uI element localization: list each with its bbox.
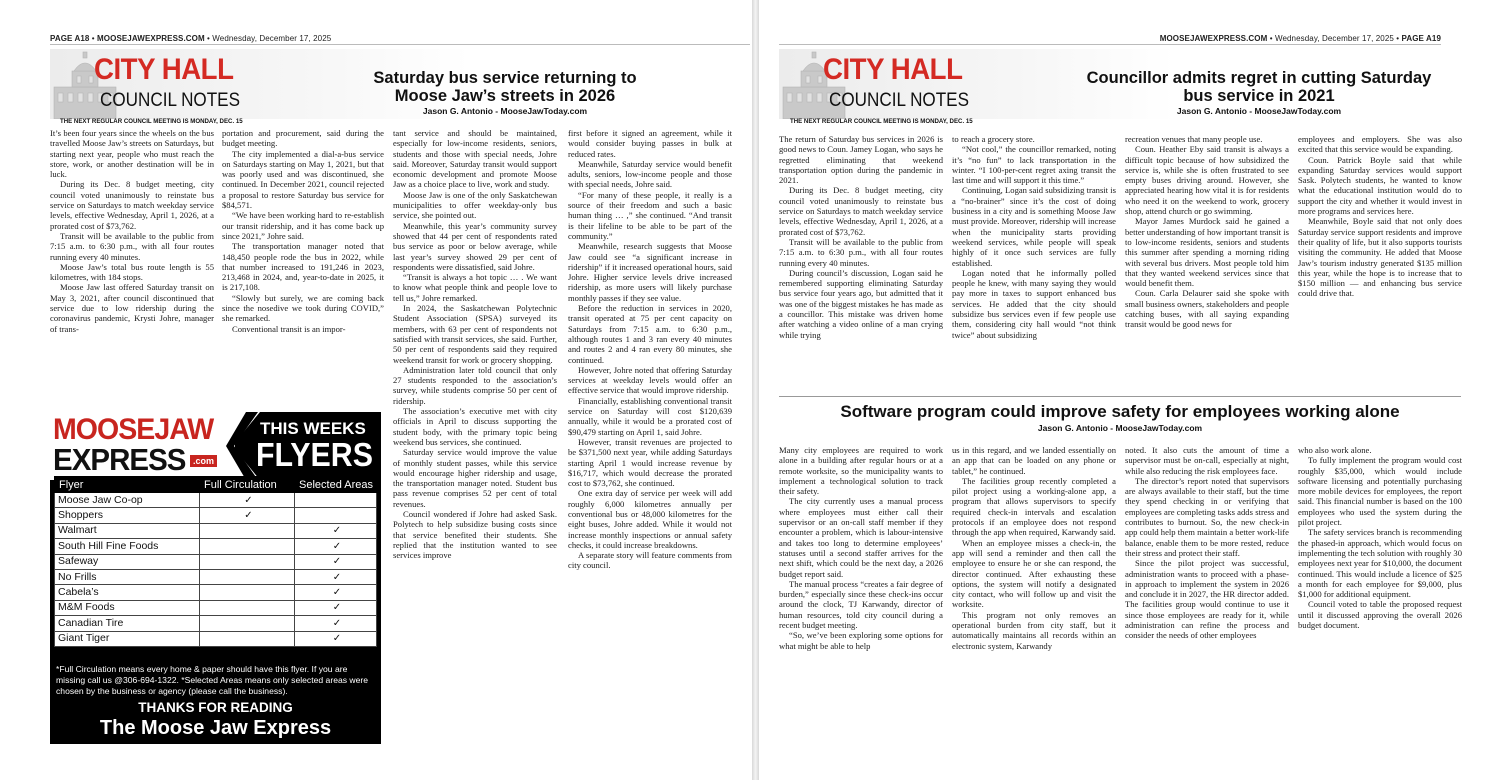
paragraph: Since the pilot project was successful, administration wants to proceed with a phase-in approach to implement the system in 2026 and conclude it in 2027, the HR director added. The facilities group would continue to use it since those employees are ready for it, while administration can refine the process and consider the needs of other employees <box>1125 558 1289 641</box>
paragraph: Moose Jaw last offered Saturday transit on May 3, 2021, after council discontinued that service due to low ridership during the coronavirus pandemic, Krysti Johre, manager of trans- <box>50 282 214 334</box>
folio-date: Wednesday, December 17, 2025 <box>212 34 332 43</box>
byline: Jason G. Antonio - MooseJawToday.com <box>422 106 588 116</box>
paragraph: “Not cool,” the councillor remarked, noting it’s “no fun” to lack transportation in the winter. “I 100-per-cent regret axing transit the last time and will support it this time.” <box>952 144 1116 186</box>
right-page <box>759 0 1511 780</box>
paragraph: Council wondered if Johre had asked Sask. Polytech to help subsidize busing costs since that service benefited their students. She replied that the institution wanted to see services improve <box>393 508 557 561</box>
full-circulation-check <box>200 523 295 538</box>
flyer-name: Giant Tiger <box>55 631 200 646</box>
logo-moosejaw: MOOSEJAW <box>53 413 214 446</box>
flyer-name: Shoppers <box>55 508 200 523</box>
paragraph: Moose Jaw’s total bus route length is 55 kilometres, with 184 stops. <box>50 261 214 283</box>
headline-software-safety: Software program could improve safety for employees working alone <box>840 402 1400 421</box>
flyer-name: Walmart <box>55 523 200 538</box>
selected-areas-check: ✓ <box>295 585 377 600</box>
headline-councillor-regret <box>1039 69 1479 105</box>
flyer-table-header <box>55 477 377 493</box>
paragraph: Moose Jaw is one of the only Saskatchewan municipalities to offer weekday-only bus service, she pointed out. <box>393 189 557 221</box>
folio-site[interactable]: MOOSEJAWEXPRESS.COM <box>1159 34 1268 43</box>
full-circulation-check: ✓ <box>200 493 295 508</box>
paragraph: Meanwhile, Saturday service would benefit adults, seniors, low-income people and those with special needs, Johre said. <box>568 158 732 190</box>
folio-site[interactable]: MOOSEJAWEXPRESS.COM <box>97 34 205 43</box>
council-notes-subtitle: COUNCIL NOTES <box>829 90 969 111</box>
headline-line: Moose Jaw’s streets in 2026 <box>394 87 616 105</box>
paragraph: Saturday service would improve the value of monthly student passes, while this service would encourage higher ridership and usage, the transportation manager noted. Student bus pass revenue comprises 52 per cent of total revenues. <box>393 447 557 509</box>
article-column-3 <box>393 128 557 750</box>
paragraph: A separate story will feature comments from city council. <box>568 550 732 571</box>
article-column-1 <box>779 134 943 394</box>
city-hall-title: CITY HALL <box>94 53 234 86</box>
paragraph: The director’s report noted that supervisors are always available to their staff, but the time they spend checking in or verifying that employees are completing tasks adds stress and contributes to burnout. So, the new check-in app could help them maintain a better work-life balance, enable them to be more rested, reduce their stress and protect their staff. <box>1125 475 1289 558</box>
paragraph: noted. It also cuts the amount of time a supervisor must be on-call, especially at night, while also reducing the risk employees face. <box>1125 445 1289 476</box>
flyer-row <box>55 569 377 584</box>
article-column-4 <box>1298 134 1462 394</box>
folio-date: Wednesday, December 17, 2025 <box>1274 34 1394 43</box>
full-circulation-check <box>200 616 295 631</box>
selected-areas-check: ✓ <box>295 616 377 631</box>
paragraph: During its Dec. 8 budget meeting, city council voted unanimously to reinstate bus service on Saturdays to match weekday service levels, effective Wednesday, April 1, 2026, at a prorated cost of $73,762. <box>779 185 943 237</box>
paragraph: Meanwhile, research suggests that Moose Jaw could see “a significant increase in ridership” if it increased operational hours, said Johre. Higher service levels drive increased ridership, as more users will likely purchase monthly passes if they see value. <box>568 241 732 303</box>
paragraph: “Transit is always a hot topic … . We want to know what people think and people love to tell us,” Johre remarked. <box>393 272 557 303</box>
paragraph: The city currently uses a manual process where employees must either call their supervisor or an on-call staff member if they encounter a problem, which is labour-intensive and takes too long to determine employees’ statuses until a second staffer arrives for the next shift, which could be the next day, a 2026 budget report said. <box>779 496 943 579</box>
headline-line: Saturday bus service returning to <box>373 69 637 87</box>
paragraph: Conventional transit is an impor- <box>232 323 346 334</box>
paragraph: One extra day of service per week will add roughly 6,000 kilometres annually per conventional bus or 48,000 kilometres for the eight buses, Johre added. While it would not increase monthly inspections or annual safety checks, it could increase breakdowns. <box>568 488 732 550</box>
flyer-name: South Hill Fine Foods <box>55 539 200 554</box>
council-notes-subtitle: COUNCIL NOTES <box>100 90 240 111</box>
paragraph: Meanwhile, Boyle said that not only does Saturday service support residents and improve their quality of life, but it also supports tourists visiting the community. He added that Moose Jaw’s tourism industry generated $135 million this year, while the hope is to increase that to $150 million — and enhancing bus service could drive that. <box>1298 216 1462 299</box>
paragraph: The facilities group recently completed a pilot project using a working-alone app, a program that allows supervisors to specify required check-in intervals and escalation protocols if an employee does not respond through the app when required, Karwandy said. <box>952 475 1116 538</box>
folio-rule <box>50 44 750 45</box>
paragraph: Before the reduction in services in 2020, transit operated at 75 per cent capacity on Saturdays from 7:15 a.m. to 6:30 p.m., although routes 1 and 3 ran every 40 minutes and routes 2 and 4 ran every 80 minutes, she continued. <box>568 303 732 365</box>
folio-separator: • <box>1267 34 1275 43</box>
paragraph: During its Dec. 8 budget meeting, city council voted unanimously to reinstate bus service on Saturdays to match weekday service levels, effective Wednesday, April 1, 2026, at a prorated cost of $73,762. <box>50 179 214 231</box>
paragraph: The manual process “creates a fair degree of burden,” especially since these check-ins occur around the clock, TJ Karwandy, director of human resources, told city council during a recent budget meeting. <box>779 578 943 631</box>
folio-separator: • <box>1393 34 1402 43</box>
paragraph: Mayor James Murdock said he gained a better understanding of how important transit is to low-income residents, seniors and students this summer after spending a morning riding with several bus drivers. Most people told him that they wanted weekend services since that would benefit them. <box>1125 216 1289 289</box>
paragraph: This program not only removes an operational burden from city staff, but it automatically maintains all records within an electronic system, Karwandy <box>952 609 1116 651</box>
story2-column-3 <box>1125 445 1289 770</box>
folio-separator: • <box>89 34 98 43</box>
logo-express: EXPRESS <box>53 442 186 477</box>
thanks-for-reading: THANKS FOR READING <box>138 700 293 715</box>
story2-column-2 <box>952 445 1116 770</box>
flyer-row <box>55 508 377 523</box>
paragraph: portation and procurement, said during the budget meeting. <box>222 128 384 149</box>
paragraph: Financially, establishing conventional transit service on Saturday will cost $120,639 annually, while it would be a prorated cost of $90,479 starting on April 1, said Johre. <box>568 395 732 437</box>
paragraph: Coun. Carla Delaurer said she spoke with small business owners, stakeholders and people catching buses, with all saying expanding transit would be good news for <box>1125 288 1289 330</box>
flyer-name: No Frills <box>55 569 200 584</box>
headline-line: bus service in 2021 <box>1183 87 1335 105</box>
article-column-4 <box>568 128 732 750</box>
byline: Jason G. Antonio - MooseJawToday.com <box>1037 423 1203 433</box>
full-circulation-check <box>200 631 295 646</box>
paragraph: Council voted to table the proposed request until it discussed approving the overall 2026 budget document. <box>1298 599 1462 631</box>
selected-areas-check <box>295 508 377 523</box>
paragraph: Logan noted that he informally polled people he knew, with many saying they would pay more in taxes to support enhanced bus services. He added that the city should subsidize bus services even if few people use them, considering city hall would “not think twice” about subsidizing <box>952 267 1116 340</box>
paragraph: The safety services branch is recommending the phased-in approach, which would focus on implementing the tech solution with roughly 30 employees next year for $10,000, the document continued. This would include a licence of $25 a month for each employee for $9,000, plus $1,000 for additional equipment. <box>1298 527 1462 600</box>
flyer-name: Moose Jaw Co-op <box>55 493 200 508</box>
paragraph: first before it signed an agreement, while it would consider buying passes in bulk at reduced rates. <box>568 128 732 159</box>
paragraph: Many city employees are required to work alone in a building after regular hours or at a remote worksite, so the municipality wants to implement a technological solution to track their safety. <box>779 445 943 497</box>
paragraph: When an employee misses a check-in, the app will send a reminder and then call the employee to ensure he or she can respond, the director continued. After exhausting these options, the system will notify a designated city contact, who will follow up and visit the worksite. <box>952 537 1116 610</box>
flyers-label: FLYERS <box>256 436 373 473</box>
paragraph: who also work alone. <box>1298 445 1372 455</box>
paragraph: to reach a grocery store. <box>952 134 1035 144</box>
paragraph: However, Johre noted that offering Saturday services at weekday levels would offer an effective service that would improve ridership. <box>568 364 732 396</box>
selected-areas-check: ✓ <box>295 600 377 615</box>
paragraph: To fully implement the program would cost roughly $35,000, which would include software licensing and potentially purchasing more mobile devices for employees, the report said. This financial number is based on the 100 employees who used the system during the pilot project. <box>1298 455 1462 528</box>
left-page <box>0 0 752 780</box>
moose-jaw-express-logo <box>50 412 235 480</box>
left-folio <box>50 34 331 43</box>
paragraph: The city implemented a dial-a-bus service on Saturdays starting on May 1, 2021, but that was poorly used and was discontinued, she continued. In December 2021, council rejected a proposal to restore Saturday bus service for $84,571. <box>222 148 384 211</box>
full-circulation-check <box>200 569 295 584</box>
this-weeks-label: THIS WEEKS <box>260 419 366 438</box>
selected-areas-check: ✓ <box>295 569 377 584</box>
headline-saturday-bus <box>330 69 680 105</box>
byline: Jason G. Antonio - MooseJawToday.com <box>1176 106 1342 116</box>
paragraph: Administration later told council that only 27 students responded to the association’s survey, while students comprise 50 per cent of ridership. <box>393 364 557 406</box>
column-header-full-circulation: Full Circulation <box>200 477 295 493</box>
flyer-row <box>55 585 377 600</box>
paragraph: However, transit revenues are projected to be $371,500 next year, while adding Saturdays starting April 1 would increase revenue by $16,717, which would decrease the prorated cost to $73,762, she continued. <box>568 436 732 489</box>
folio-rule <box>779 44 1441 45</box>
flyer-name: Canadian Tire <box>55 616 200 631</box>
full-circulation-check <box>200 600 295 615</box>
chevron-left-icon <box>220 412 260 480</box>
next-meeting-note: THE NEXT REGULAR COUNCIL MEETING IS MONDAY, DEC. 15 <box>790 118 973 125</box>
page-number: PAGE A18 <box>50 34 90 43</box>
story-divider <box>779 396 1461 397</box>
paragraph: The return of Saturday bus services in 2026 is good news to Coun. Jamey Logan, who says he regretted eliminating that weekend transportation option during the pandemic in 2021. <box>779 134 943 186</box>
paragraph: During council’s discussion, Logan said he remembered supporting eliminating Saturday bus service four years ago, but admitted that it was one of the biggest mistakes he has made as a councillor. This mistake was driven home after watching a video online of a man crying while trying <box>779 267 943 340</box>
paragraph: us in this regard, and we landed essentially on an app that can be loaded on any phone or tablet,” he continued. <box>952 445 1116 476</box>
full-circulation-check <box>200 585 295 600</box>
article-column-2 <box>952 134 1116 394</box>
article-column-2 <box>222 128 384 398</box>
paragraph: Transit will be available to the public from 7:15 a.m. to 6:30 p.m., with all four routes running every 40 minutes. <box>50 230 214 262</box>
flyer-footnote: *Full Circulation means every home & paper should have this flyer. If you are missing call us @306-694-1322. *Selected Areas means only selected areas were chosen by the business or agency (please call the business). <box>56 664 369 696</box>
article-column-1 <box>50 128 214 406</box>
full-circulation-check <box>200 539 295 554</box>
selected-areas-check: ✓ <box>295 539 377 554</box>
article-column-3 <box>1125 134 1289 394</box>
page-gutter <box>752 0 759 780</box>
paragraph: employees and employers. She was also excited that this service would be expanding. <box>1298 134 1462 155</box>
paragraph: Continuing, Logan said subsidizing transit is a “no-brainer” since it’s the cost of doing business in a city and is something Moose Jaw must provide. Moreover, ridership will increase when the municipality starts providing weekend services, while people will speak highly of it once such services are fully established. <box>952 185 1116 268</box>
next-meeting-note: THE NEXT REGULAR COUNCIL MEETING IS MONDAY, DEC. 15 <box>60 118 243 125</box>
paragraph: “Slowly but surely, we are coming back since the nosedive we took during COVID,” she remarked. <box>222 292 384 324</box>
flyer-row <box>55 600 377 615</box>
story2-column-4 <box>1298 445 1462 770</box>
paragraph: In 2024, the Saskatchewan Polytechnic Student Association (SPSA) surveyed its members, with 63 per cent of respondents not satisfied with transit services, she said. Further, 50 per cent of respondents said they required weekend transit for work or grocery shopping. <box>393 303 557 365</box>
full-circulation-check <box>200 554 295 569</box>
flyer-row <box>55 554 377 569</box>
paper-name: The Moose Jaw Express <box>99 717 332 739</box>
flyer-table <box>54 476 377 647</box>
paragraph: It’s been four years since the wheels on the bus travelled Moose Jaw’s streets on Saturdays, but starting next year, people who must reach the store, work, or another destination will be in luck. <box>50 128 214 180</box>
paragraph: The association’s executive met with city officials in April to discuss supporting the student body, with the primary topic being weekend bus services, she continued. <box>393 406 557 447</box>
selected-areas-check: ✓ <box>295 523 377 538</box>
page-number: PAGE A19 <box>1401 34 1441 43</box>
flyer-row <box>55 616 377 631</box>
flyers-advertisement[interactable] <box>50 412 381 744</box>
flyer-name: Cabela’s <box>55 585 200 600</box>
right-folio <box>1160 34 1441 43</box>
flyer-row <box>55 493 377 508</box>
full-circulation-check: ✓ <box>200 508 295 523</box>
headline-line: Councillor admits regret in cutting Saturday <box>1086 69 1432 87</box>
column-header-flyer: Flyer <box>55 477 200 493</box>
paragraph: “For many of these people, it really is a source of their freedom and such a basic human thing … ,” she continued. “And transit is their lifeline to be able to be part of the community.” <box>568 189 732 241</box>
city-hall-title: CITY HALL <box>823 53 963 86</box>
folio-separator: • <box>204 34 213 43</box>
paragraph: Coun. Patrick Boyle said that while expanding Saturday services would support Sask. Polytech students, he wanted to know what the educational institution would do to support the city and whether it would invest in more programs and services here. <box>1298 154 1462 217</box>
selected-areas-check <box>295 493 377 508</box>
paragraph: Meanwhile, this year’s community survey showed that 44 per cent of respondents rated bus service as poor or below average, while last year’s survey showed 29 per cent of respondents were dissatisfied, said Johre. <box>393 220 557 272</box>
flyer-row <box>55 523 377 538</box>
paragraph: tant service and should be maintained, especially for low-income residents, seniors, students and those with special needs, Johre said. Moreover, Saturday transit would support economic development and promote Moose Jaw as a choice place to live, work and study. <box>393 128 557 190</box>
paragraph: The transportation manager noted that 148,450 people rode the bus in 2022, while that number increased to 191,246 in 2023, 213,468 in 2024, and, year-to-date in 2025, it is 217,108. <box>222 241 384 293</box>
column-header-selected-areas: Selected Areas <box>295 477 377 493</box>
paragraph: recreation venues that many people use. <box>1125 134 1263 144</box>
flyer-row <box>55 539 377 554</box>
paragraph: Coun. Heather Eby said transit is always a difficult topic because of how subsidized the service is, while she is often frustrated to see empty buses driving around. However, she appreciated hearing how vital it is for residents who need it on the weekend to work, grocery shop, attend church or go swimming. <box>1125 144 1289 217</box>
selected-areas-check: ✓ <box>295 631 377 646</box>
selected-areas-check: ✓ <box>295 554 377 569</box>
flyer-name: M&M Foods <box>55 600 200 615</box>
flyer-name: Safeway <box>55 554 200 569</box>
story2-column-1 <box>779 445 943 770</box>
logo-dotcom: .com <box>190 455 217 467</box>
paragraph: “So, we’ve been exploring some options for what might be able to help <box>779 630 943 651</box>
flyer-row <box>55 631 377 646</box>
paragraph: Transit will be available to the public from 7:15 a.m. to 6:30 p.m., with all four routes running every 40 minutes. <box>779 236 943 268</box>
paragraph: “We have been working hard to re-establish our transit ridership, and it has come back up since 2021,” Johre said. <box>222 210 384 241</box>
